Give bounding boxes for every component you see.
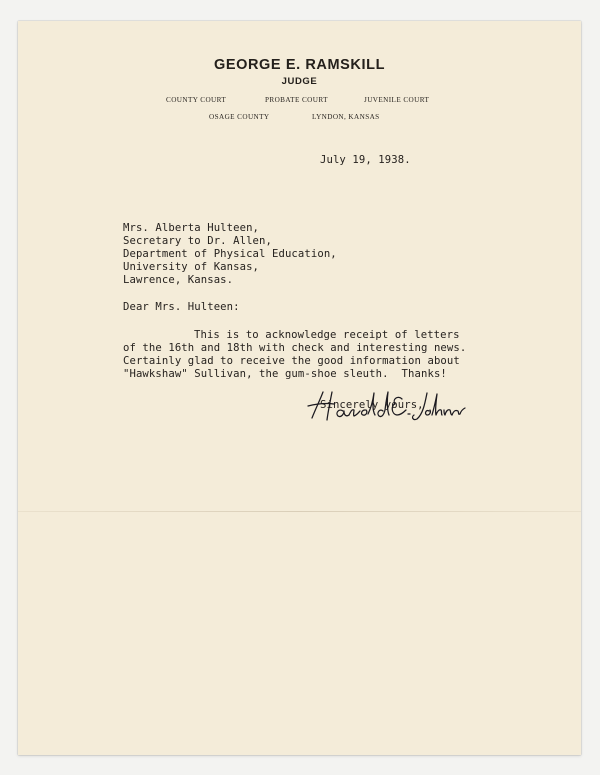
letter-date: July 19, 1938. [320, 154, 411, 166]
recipient-line-4: University of Kansas, [123, 261, 260, 273]
letterhead-location: LYNDON, KANSAS [312, 113, 380, 121]
handwritten-signature [306, 384, 466, 426]
letterhead-county: OSAGE COUNTY [209, 113, 270, 121]
letterhead-court-juvenile: JUVENILE COURT [364, 96, 430, 104]
recipient-line-5: Lawrence, Kansas. [123, 274, 234, 286]
salutation: Dear Mrs. Hulteen: [123, 301, 240, 313]
body-line-4: "Hawkshaw" Sullivan, the gum-shoe sleuth. Thanks! [123, 368, 447, 380]
body-line-3: Certainly glad to receive the good information about [123, 355, 460, 367]
letterhead-court-county: COUNTY COURT [166, 96, 227, 104]
body-line-1: This is to acknowledge receipt of letters [194, 329, 460, 341]
letterhead-name: GEORGE E. RAMSKILL [213, 57, 386, 73]
letter-sheet [18, 21, 581, 755]
recipient-line-2: Secretary to Dr. Allen, [123, 235, 272, 247]
letterhead-title: JUDGE [281, 76, 318, 87]
letterhead-court-probate: PROBATE COURT [265, 96, 328, 104]
recipient-line-3: Department of Physical Education, [123, 248, 337, 260]
paper-fold-line [18, 511, 581, 512]
closing: Sincerely yours, [320, 399, 424, 411]
body-line-2: of the 16th and 18th with check and interesting news. [123, 342, 467, 354]
recipient-line-1: Mrs. Alberta Hulteen, [123, 222, 260, 234]
